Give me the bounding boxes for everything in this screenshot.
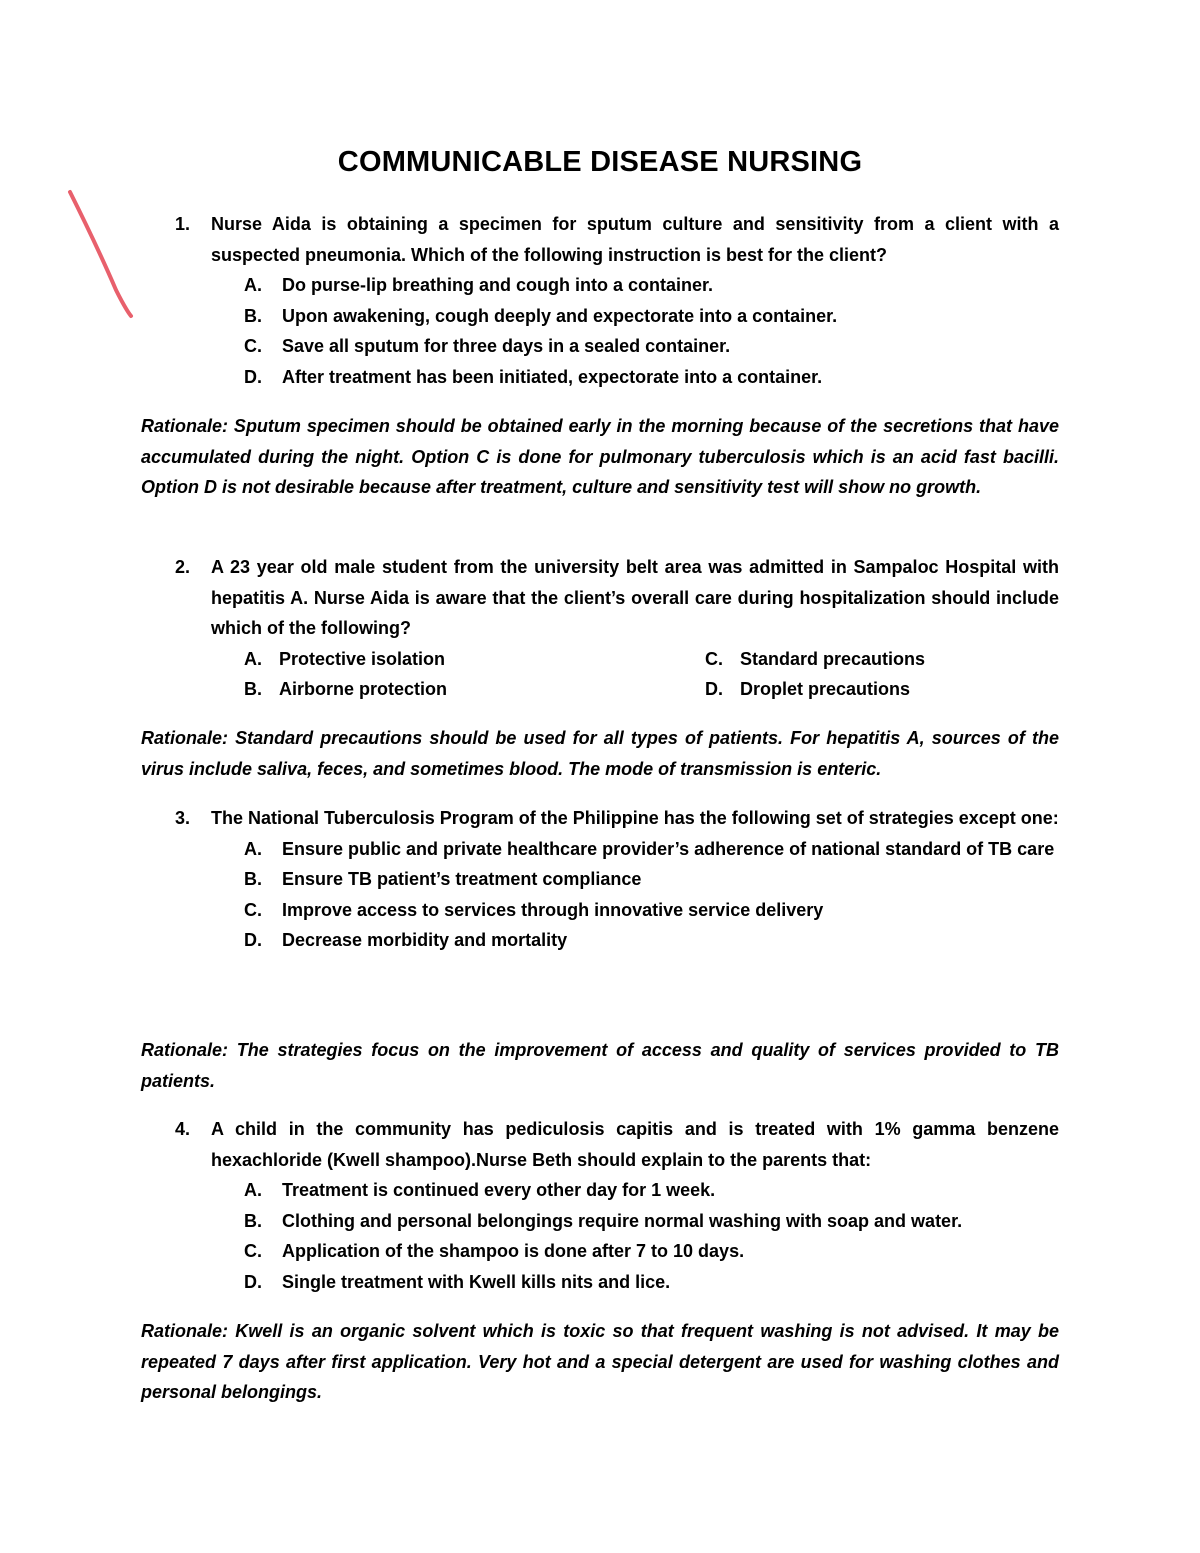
option-text: Do purse-lip breathing and cough into a container. — [282, 275, 714, 295]
question-1 — [141, 209, 1059, 392]
option-letter: C. — [705, 648, 723, 669]
rationale-1: Rationale: Sputum specimen should be obtained early in the morning because of the secretions that have accumulated during the night. Option C is done for pulmonary tuberculosis which is an acid fast bacilli. Option D is not desirable because after treatment, culture and sensitivity test will show no growth. — [141, 416, 1059, 497]
option-text: Ensure public and private healthcare provider’s adherence of national standard of TB care — [282, 838, 1055, 859]
option-letter: A. — [244, 648, 262, 669]
option-text: Airborne protection — [279, 679, 448, 699]
option-c — [705, 644, 1059, 675]
option-text: Application of the shampoo is done after 7 to 10 days. — [282, 1241, 745, 1261]
option-b — [244, 301, 1059, 332]
answer-options — [244, 270, 1059, 392]
option-letter: B. — [244, 869, 262, 889]
option-letter: B. — [244, 305, 262, 326]
option-letter: D. — [244, 930, 262, 950]
option-d — [244, 1267, 1059, 1298]
option-letter: A. — [244, 275, 262, 295]
rationale-3: Rationale: The strategies focus on the improvement of access and quality of services provided to TB patients. — [141, 1040, 1059, 1091]
option-text: Ensure TB patient’s treatment compliance — [282, 869, 642, 889]
question-stem: The National Tuberculosis Program of the Philippine has the following set of strategies except one: — [211, 808, 1059, 828]
option-letter: C. — [244, 336, 262, 356]
option-text: Improve access to services through innovative service delivery — [282, 899, 824, 920]
question-2 — [141, 552, 1059, 705]
option-text: Single treatment with Kwell kills nits and lice. — [282, 1271, 671, 1292]
option-text: Droplet precautions — [740, 679, 911, 699]
question-number: 2. — [175, 557, 191, 577]
question-stem: Nurse Aida is obtaining a specimen for sputum culture and sensitivity from a client with a suspected pneumonia. Which of the following instruction is best for the client? — [211, 214, 1059, 265]
option-a — [244, 1175, 1059, 1206]
option-c — [244, 331, 1059, 362]
option-letter: D. — [244, 1271, 262, 1292]
question-3 — [141, 803, 1059, 956]
question-stem: A child in the community has pediculosis capitis and is treated with 1% gamma benzene hexachloride (Kwell shampoo).Nurse Beth should explain to the parents that: — [211, 1119, 1059, 1170]
option-letter: B. — [244, 1210, 262, 1231]
option-letter: D. — [244, 366, 262, 387]
option-a — [244, 834, 1059, 865]
option-text: Upon awakening, cough deeply and expectorate into a container. — [282, 305, 838, 326]
answer-options — [244, 644, 1059, 705]
rationale-2: Rationale: Standard precautions should be used for all types of patients. For hepatitis A, sources of the virus include saliva, feces, and sometimes blood. The mode of transmission is enteric. — [141, 728, 1059, 779]
document-title: COMMUNICABLE DISEASE NURSING — [337, 146, 863, 178]
option-b — [244, 674, 705, 705]
option-a — [244, 270, 1059, 301]
option-text: Save all sputum for three days in a sealed container. — [282, 336, 731, 356]
option-text: Protective isolation — [279, 648, 446, 669]
option-text: Clothing and personal belongings require normal washing with soap and water. — [282, 1210, 963, 1231]
option-text: Decrease morbidity and mortality — [282, 930, 568, 950]
answer-options — [244, 834, 1059, 956]
question-4 — [141, 1114, 1059, 1297]
option-letter: A. — [244, 1180, 262, 1200]
question-number: 1. — [175, 214, 191, 234]
option-letter: C. — [244, 1241, 262, 1261]
option-text: Treatment is continued every other day for 1 week. — [282, 1180, 716, 1200]
option-c — [244, 1236, 1059, 1267]
option-letter: D. — [705, 679, 723, 699]
option-text: After treatment has been initiated, expectorate into a container. — [282, 366, 823, 387]
option-d — [705, 674, 1059, 705]
option-a — [244, 644, 705, 675]
option-letter: C. — [244, 899, 262, 920]
question-number: 4. — [175, 1119, 191, 1139]
rationale-4: Rationale: Kwell is an organic solvent which is toxic so that frequent washing is not advised. It may be repeated 7 days after first application. Very hot and a special detergent are used for washing clothes and personal belongings. — [141, 1321, 1059, 1402]
question-stem: A 23 year old male student from the university belt area was admitted in Sampaloc Hospital with hepatitis A. Nurse Aida is aware that the client’s overall care during hospitalization should include which of the following? — [211, 557, 1059, 638]
option-b — [244, 864, 1059, 895]
option-d — [244, 925, 1059, 956]
option-text: Standard precautions — [740, 648, 926, 669]
option-b — [244, 1206, 1059, 1237]
option-letter: B. — [244, 679, 262, 699]
option-d — [244, 362, 1059, 393]
question-number: 3. — [175, 808, 191, 828]
answer-options — [244, 1175, 1059, 1297]
option-c — [244, 895, 1059, 926]
option-letter: A. — [244, 838, 262, 859]
